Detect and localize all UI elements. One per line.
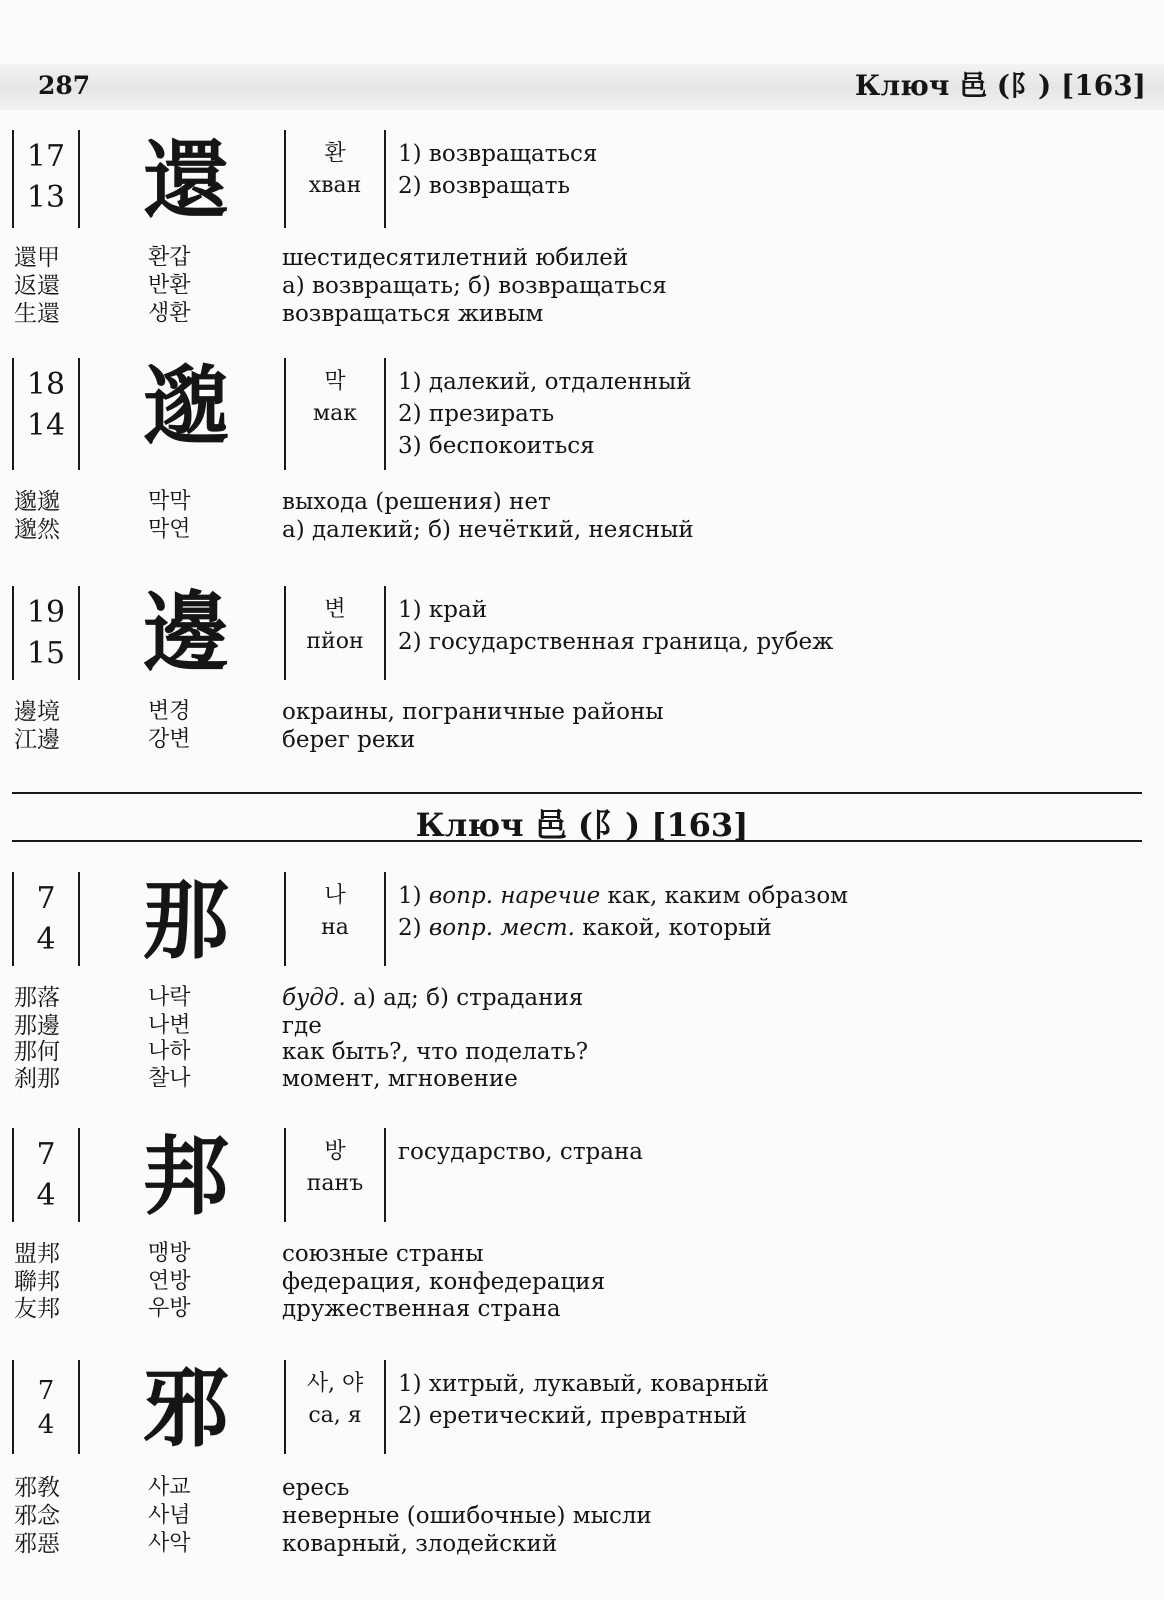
compound-hanja: 邊境 [14, 699, 60, 725]
compound-definition: шестидесятилетний юбилей [282, 245, 629, 271]
compound-definition: а) возвращать; б) возвращаться [282, 273, 667, 299]
compound-definition: союзные страны [282, 1241, 484, 1267]
compound-korean: 변경 [148, 699, 191, 724]
reading-ru: панъ [306, 1171, 364, 1196]
grammar-abbreviation: вопр. наречие [428, 883, 601, 909]
compound-definition: возвращаться живым [282, 301, 544, 327]
section-title: Ключ 邑 (阝) [163] [415, 806, 749, 844]
headword-character: 邦 [143, 1126, 227, 1227]
compound-hanja: 刹那 [14, 1066, 60, 1092]
compound-hanja: 盟邦 [14, 1241, 60, 1267]
strokes-extra: 15 [26, 636, 66, 671]
compound-definition: коварный, злодейский [282, 1531, 558, 1557]
compound-definition: как быть?, что поделать? [282, 1039, 589, 1065]
meaning-number: 1) [398, 883, 429, 909]
meanings [398, 586, 833, 658]
meaning-line: 1) хитрый, лукавый, коварный [398, 1371, 769, 1397]
compound-hanja: 江邊 [14, 727, 60, 753]
section-rule-bottom [12, 840, 1142, 842]
compound-row [0, 726, 1164, 754]
strokes-total: 7 [37, 1376, 55, 1406]
reading-box [284, 586, 386, 680]
reading-korean: 환 [324, 141, 346, 166]
headword-character: 還 [143, 130, 227, 231]
compound-korean: 나하 [148, 1039, 191, 1064]
compound-row [0, 272, 1164, 300]
compound-row [0, 1474, 1164, 1502]
reading-korean: 사, 야 [306, 1371, 364, 1396]
compound-row [0, 244, 1164, 272]
compound-hanja: 邪惡 [14, 1531, 60, 1557]
meaning-line [398, 912, 848, 944]
compound-korean: 강변 [148, 727, 191, 752]
compound-korean: 사교 [148, 1475, 191, 1500]
reading-ru: хван [308, 173, 362, 198]
meanings [398, 872, 848, 944]
meaning-text: какой, который [575, 915, 772, 941]
compound-hanja: 那何 [14, 1039, 60, 1065]
compound-hanja: 返還 [14, 273, 60, 299]
compound-definition: момент, мгновение [282, 1066, 518, 1092]
compound-hanja: 邪敎 [14, 1475, 60, 1501]
compound-korean: 나락 [148, 985, 191, 1010]
compound-korean: 막연 [148, 517, 191, 542]
compound-korean: 반환 [148, 273, 191, 298]
meaning-text: как, каким образом [600, 883, 849, 909]
compound-row [0, 300, 1164, 328]
stroke-count-box [12, 586, 80, 680]
stroke-count-box [12, 358, 80, 470]
strokes-total: 7 [36, 881, 56, 916]
reading-korean: 방 [324, 1139, 346, 1164]
compound-row [0, 1268, 1164, 1296]
compound-definition: дружественная страна [282, 1296, 561, 1322]
meaning-number: 2) [398, 915, 429, 941]
meaning-line: 1) возвращаться [398, 141, 598, 167]
grammar-abbreviation: вопр. мест. [428, 915, 575, 941]
reading-ru: на [321, 915, 349, 940]
stroke-count-box [12, 1360, 80, 1454]
compound-korean: 우방 [148, 1296, 191, 1321]
compound-row [0, 1530, 1164, 1558]
compound-korean: 나변 [148, 1013, 191, 1038]
compound-korean: 환갑 [148, 245, 191, 270]
meaning-line: 2) государственная граница, рубеж [398, 629, 834, 655]
reading-korean: 막 [324, 369, 346, 394]
strokes-extra: 4 [36, 922, 56, 957]
compound-hanja: 邈然 [14, 517, 60, 543]
compound-hanja: 邈邈 [14, 489, 60, 515]
compound-row [0, 488, 1164, 516]
stroke-count-box [12, 872, 80, 966]
strokes-total: 7 [36, 1137, 56, 1172]
compound-definition: федерация, конфедерация [282, 1269, 606, 1295]
reading-box [284, 130, 386, 228]
compound-definition: окраины, пограничные районы [282, 699, 664, 725]
meaning-line: 3) беспокоиться [398, 433, 595, 459]
reading-box [284, 358, 386, 470]
running-head: Ключ 邑 (阝) [163] [854, 69, 1146, 102]
compound-definition: выхода (решения) нет [282, 489, 551, 515]
page-number: 287 [38, 71, 91, 100]
strokes-total: 18 [26, 367, 66, 402]
headword-character: 邪 [143, 1358, 227, 1459]
meanings [398, 1360, 769, 1432]
grammar-abbreviation: будд. [282, 985, 346, 1011]
compound-hanja: 友邦 [14, 1296, 60, 1322]
compound-row [0, 516, 1164, 544]
strokes-total: 17 [26, 139, 66, 174]
section-rule-top [12, 792, 1142, 794]
meaning-line: государство, страна [398, 1139, 644, 1165]
reading-korean: 나 [324, 883, 346, 908]
compound-definition: берег реки [282, 727, 416, 753]
reading-ru: са, я [308, 1403, 362, 1428]
headword-character: 邈 [143, 356, 227, 457]
meanings [398, 130, 597, 202]
compound-korean: 찰나 [148, 1066, 191, 1091]
compound-definition: где [282, 1013, 322, 1039]
compound-row [0, 698, 1164, 726]
compound-hanja: 那落 [14, 985, 60, 1011]
compound-korean: 사념 [148, 1503, 191, 1528]
compound-hanja: 邪念 [14, 1503, 60, 1529]
compound-hanja: 聯邦 [14, 1269, 60, 1295]
compound-korean: 막막 [148, 489, 191, 514]
compound-korean: 맹방 [148, 1241, 191, 1266]
strokes-total: 19 [26, 595, 66, 630]
compound-row [0, 1065, 1164, 1093]
strokes-extra: 13 [26, 180, 66, 215]
compound-definition: ересь [282, 1475, 350, 1501]
reading-ru: мак [313, 401, 357, 426]
meaning-line: 2) презирать [398, 401, 555, 427]
headword-character: 邊 [143, 582, 227, 683]
compound-row [0, 1240, 1164, 1268]
compound-definition: неверные (ошибочные) мысли [282, 1503, 652, 1529]
compound-row [0, 1502, 1164, 1530]
compound-row [0, 1038, 1164, 1066]
reading-box [284, 1128, 386, 1222]
meaning-line: 2) возвращать [398, 173, 570, 199]
compound-korean: 생환 [148, 301, 191, 326]
strokes-extra: 4 [36, 1178, 56, 1213]
reading-box [284, 1360, 386, 1454]
reading-box [284, 872, 386, 966]
meaning-line [398, 880, 848, 912]
compound-row [0, 1012, 1164, 1040]
meanings [398, 1128, 643, 1168]
stroke-count-box [12, 1128, 80, 1222]
compound-hanja: 還甲 [14, 245, 60, 271]
headword-character: 那 [143, 870, 227, 971]
compound-definition [282, 984, 583, 1012]
meaning-line: 1) далекий, отдаленный [398, 369, 692, 395]
compound-definition: а) далекий; б) нечёткий, неясный [282, 517, 694, 543]
compound-korean: 사악 [148, 1531, 191, 1556]
compound-korean: 연방 [148, 1269, 191, 1294]
strokes-extra: 4 [37, 1410, 55, 1440]
compound-row [0, 1295, 1164, 1323]
meaning-line: 1) край [398, 597, 488, 623]
meanings [398, 358, 692, 462]
definition-text: а) ад; б) страдания [345, 985, 584, 1011]
compound-row [0, 984, 1164, 1012]
reading-korean: 변 [324, 597, 346, 622]
stroke-count-box [12, 130, 80, 228]
compound-hanja: 那邊 [14, 1013, 60, 1039]
compound-hanja: 生還 [14, 301, 60, 327]
strokes-extra: 14 [26, 408, 66, 443]
reading-ru: пйон [306, 629, 364, 654]
meaning-line: 2) еретический, превратный [398, 1403, 748, 1429]
